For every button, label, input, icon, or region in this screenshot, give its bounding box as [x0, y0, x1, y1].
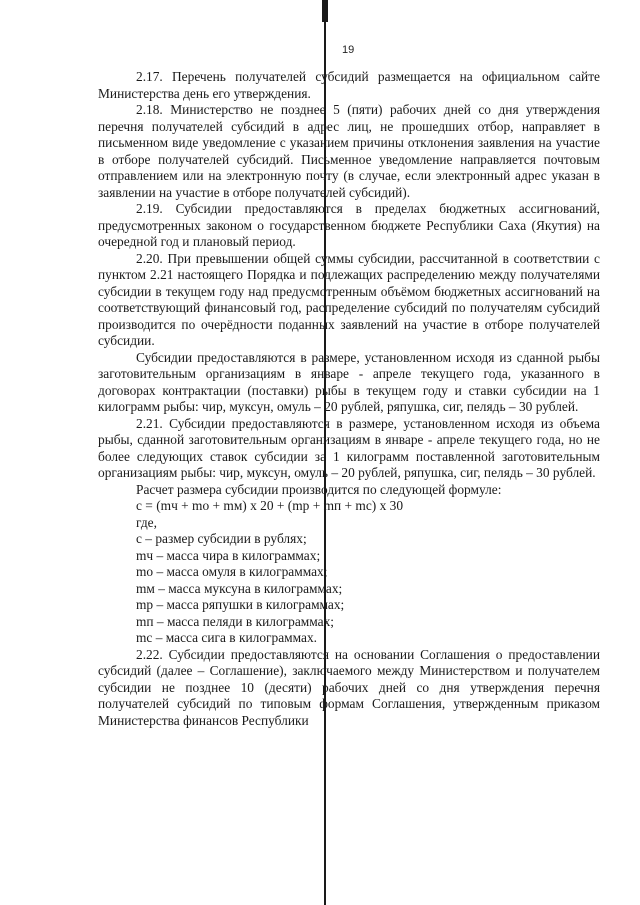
- formula-legend-mm: mм – масса муксуна в килограммах;: [136, 580, 343, 596]
- formula-legend-mp: mп – масса пеляди в килограммах;: [136, 613, 334, 629]
- formula-legend-mr: mр – масса ряпушки в килограммах;: [136, 597, 345, 612]
- formula: с = (mч + mо + mм) х 20 + (mр + mп + mс) х 30: [136, 498, 404, 513]
- document-body: [98, 69, 600, 729]
- formula-where: где,: [136, 514, 157, 530]
- formula-legend-ms: mс – масса сига в килограммах.: [136, 630, 318, 645]
- paragraph-subsidy-rates: Субсидии предоставляются в размере, установленном исходя из сданной рыбы заготовительным организациям в январе - апреле текущего года, указанного в договорах контрактации (поставки) рыбы в текущем году и ставки субсидии на 1 килограмм рыбы: чир, муксун, омуль – 20 рублей, ряпушка, сиг, пелядь – 30 рублей.: [98, 349, 600, 414]
- formula-intro: Расчет размера субсидии производится по следующей формуле:: [136, 481, 502, 497]
- paragraph-2-21: 2.21. Субсидии предоставляются в размере, установленном исходя из объема рыбы, сданной заготовительным организациям в январе - апреле текущего года, но не более следующих ставок субсидии за 1 килограмм поставленной заготовительным организациям рыбы: чир, муксун, омуль – 20 рублей, ряпушка, сиг, пелядь – 30 рублей.: [98, 415, 600, 480]
- paragraph-2-18: 2.18. Министерство не позднее 5 (пяти) рабочих дней со дня утверждения перечня получателей субсидий в адрес лиц, не прошедших отбор, направляет в письменном виде уведомление с указанием причины отклонения заявления на участие в отборе получателей субсидий. Письменное уведомление направляется почтовым отправлением или на электронную почту (в случае, если электронный адрес указан в заявлении на участие в отборе получателей субсидий).: [98, 102, 600, 200]
- page-number: 19: [342, 44, 355, 56]
- formula-legend-c: с – размер субсидии в рублях;: [136, 531, 307, 546]
- paragraph-2-19: 2.19. Субсидии предоставляются в пределах бюджетных ассигнований, предусмотренных законом о государственном бюджете Республики Саха (Якутия) на очередной год и плановый период.: [98, 201, 600, 249]
- formula-legend-mch: mч – масса чира в килограммах;: [136, 547, 321, 563]
- paragraph-2-17: 2.17. Перечень получателей субсидий размещается на официальном сайте Министерства день его утверждения.: [98, 69, 600, 101]
- paragraph-2-22: 2.22. Субсидии предоставляются на основании Соглашения о предоставлении субсидий (далее – Соглашение), заключаемого между Министерством и получателем субсидии не позднее 10 (десяти) рабочих дней со дня утверждения перечня получателей субсидий по типовым формам Соглашения, утвержденным приказом Министерства финансов Республики: [98, 646, 600, 728]
- formula-legend-mo: mо – масса омуля в килограммах;: [136, 564, 328, 579]
- paragraph-2-20: 2.20. При превышении общей суммы субсидии, рассчитанной в соответствии с пунктом 2.21 настоящего Порядка и подлежащих распределению между получателями субсидии в текущем году над предусмотренным объёмом бюджетных ассигнований на соответствующий финансовый год, распределение субсидий по получателям субсидий производится по очерёдности поданных заявлений на участие в отборе получателей субсидии.: [98, 250, 600, 348]
